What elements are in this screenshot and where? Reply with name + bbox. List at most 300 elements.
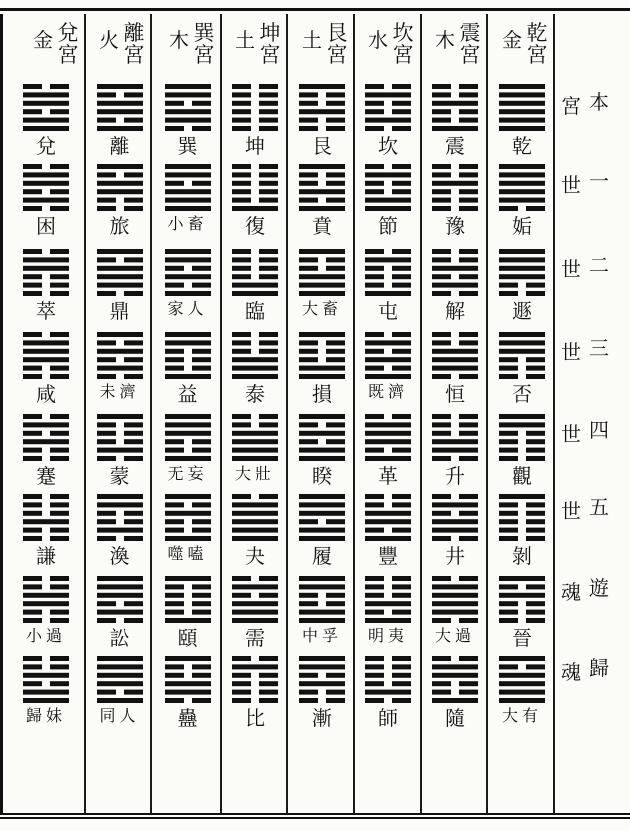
yin-line	[165, 528, 184, 533]
yin-line	[50, 431, 69, 436]
yang-line	[299, 206, 345, 211]
yang-line	[97, 249, 143, 254]
hexagram-name: 益	[177, 382, 198, 406]
yin-line	[392, 414, 411, 419]
yin-line	[165, 584, 184, 589]
yang-line	[232, 291, 278, 296]
yin-line	[165, 610, 184, 615]
yin-line	[124, 690, 143, 695]
yin-line	[165, 698, 184, 703]
yin-line	[124, 172, 143, 177]
yang-line	[499, 690, 545, 695]
yin-line	[459, 511, 478, 516]
yang-line	[232, 664, 278, 669]
yin-line	[232, 681, 251, 686]
yin-line	[392, 576, 411, 581]
yang-line	[299, 494, 345, 499]
yin-line	[392, 181, 411, 186]
yin-line	[326, 519, 345, 524]
yin-line	[23, 249, 42, 254]
yin-line	[365, 698, 384, 703]
hexagram-比	[232, 654, 278, 704]
yang-line	[499, 164, 545, 169]
yin-line	[459, 189, 478, 194]
yin-line	[232, 422, 251, 427]
yang-line	[165, 291, 211, 296]
hexagram-name: 明夷	[368, 626, 409, 645]
yang-line	[97, 584, 143, 589]
yin-line	[50, 610, 69, 615]
yang-line	[432, 593, 478, 598]
yin-line	[259, 109, 278, 114]
yang-line	[365, 172, 411, 177]
hexagram-name: 噬嗑	[167, 544, 208, 563]
column-divider	[150, 14, 152, 814]
yin-line	[232, 576, 251, 581]
yang-line	[165, 494, 211, 499]
yin-line	[432, 494, 451, 499]
yin-line	[459, 198, 478, 203]
hexagram-升	[432, 412, 478, 462]
yang-line	[365, 456, 411, 461]
hexagram-歸妹	[23, 654, 69, 704]
yin-line	[365, 283, 384, 288]
yin-line	[392, 189, 411, 194]
yin-line	[526, 439, 545, 444]
yin-line	[499, 618, 518, 623]
yin-line	[392, 109, 411, 114]
yang-line	[432, 101, 478, 106]
yin-line	[432, 198, 451, 203]
yin-line	[165, 357, 184, 362]
yang-line	[232, 601, 278, 606]
yin-line	[365, 126, 384, 131]
yin-line	[432, 681, 451, 686]
hexagram-萃	[23, 247, 69, 297]
stage-label-char: 世	[561, 499, 581, 523]
yin-line	[459, 536, 478, 541]
yang-line	[299, 656, 345, 661]
hexagram-name: 剝	[512, 544, 532, 568]
yang-line	[299, 456, 345, 461]
yin-line	[124, 198, 143, 203]
left-border	[0, 14, 3, 814]
yin-line	[50, 576, 69, 581]
hexagram-name: 巽	[177, 134, 198, 158]
yang-line	[299, 332, 345, 337]
yang-line	[499, 274, 545, 279]
yin-line	[326, 181, 345, 186]
yin-line	[459, 206, 478, 211]
yin-line	[232, 84, 251, 89]
yin-line	[50, 681, 69, 686]
yin-line	[23, 283, 42, 288]
hexagram-name: 恒	[445, 382, 465, 406]
yang-line	[365, 601, 411, 606]
yin-line	[365, 266, 384, 271]
yin-line	[365, 502, 384, 507]
palace-column	[287, 16, 353, 812]
yin-line	[259, 332, 278, 337]
stage-label-char: 本	[589, 90, 609, 114]
yin-line	[326, 357, 345, 362]
yin-line	[124, 511, 143, 516]
yang-line	[432, 584, 478, 589]
yin-line	[299, 593, 318, 598]
yin-line	[326, 673, 345, 678]
stage-label-char: 魂	[561, 660, 581, 684]
yin-line	[499, 206, 518, 211]
hexagram-師	[365, 654, 411, 704]
yin-line	[432, 576, 451, 581]
yin-line	[259, 494, 278, 499]
yin-line	[392, 349, 411, 354]
yin-line	[526, 664, 545, 669]
yang-line	[23, 519, 69, 524]
yin-line	[192, 181, 211, 186]
hexagram-大有	[499, 654, 545, 704]
hexagram-益	[165, 330, 211, 380]
yin-line	[432, 422, 451, 427]
yin-line	[232, 92, 251, 97]
yin-line	[526, 431, 545, 436]
yang-line	[432, 673, 478, 678]
yang-line	[165, 414, 211, 419]
yang-line	[232, 357, 278, 362]
yang-line	[97, 126, 143, 131]
hexagram-name: 渙	[109, 544, 130, 568]
yin-line	[499, 610, 518, 615]
hexagram-謙	[23, 492, 69, 542]
hexagram-鼎	[97, 247, 143, 297]
hexagram-name: 離	[109, 134, 130, 158]
yin-line	[124, 374, 143, 379]
yin-line	[97, 340, 116, 345]
yang-line	[97, 528, 143, 533]
hexagram-巽	[165, 82, 211, 132]
hexagram-節	[365, 162, 411, 212]
yang-line	[165, 690, 211, 695]
yin-line	[526, 618, 545, 623]
yin-line	[23, 656, 42, 661]
hexagram-name: 革	[378, 464, 398, 488]
yang-line	[165, 340, 211, 345]
yin-line	[499, 283, 518, 288]
yin-line	[432, 618, 451, 623]
yin-line	[23, 681, 42, 686]
yin-line	[365, 593, 384, 598]
yin-line	[165, 519, 184, 524]
yin-line	[499, 536, 518, 541]
yin-line	[365, 249, 384, 254]
yin-line	[192, 283, 211, 288]
yin-line	[459, 456, 478, 461]
yin-line	[259, 340, 278, 345]
column-divider	[486, 14, 488, 814]
yin-line	[526, 536, 545, 541]
yin-line	[299, 257, 318, 262]
hexagram-name: 萃	[36, 299, 56, 323]
yin-line	[365, 584, 384, 589]
stage-label-char: 遊	[589, 576, 609, 600]
yin-line	[232, 349, 251, 354]
hexagram-name: 同人	[99, 706, 140, 725]
yin-line	[259, 690, 278, 695]
stage-label-char: 魂	[561, 580, 581, 604]
yin-line	[23, 431, 42, 436]
yang-line	[232, 431, 278, 436]
yang-line	[365, 439, 411, 444]
hexagram-明夷	[365, 574, 411, 624]
yin-line	[50, 109, 69, 114]
yin-line	[526, 584, 545, 589]
bottom-border	[0, 813, 630, 819]
yin-line	[259, 274, 278, 279]
yin-line	[392, 593, 411, 598]
yang-line	[499, 109, 545, 114]
yin-line	[392, 698, 411, 703]
yin-line	[392, 332, 411, 337]
yin-line	[326, 92, 345, 97]
yang-line	[499, 422, 545, 427]
yin-line	[23, 610, 42, 615]
hexagram-噬嗑	[165, 492, 211, 542]
yang-line	[97, 283, 143, 288]
hexagram-坎	[365, 82, 411, 132]
palace-element: 土	[302, 28, 322, 52]
yang-line	[365, 511, 411, 516]
yang-line	[23, 439, 69, 444]
palace-name: 坎 宮	[392, 21, 414, 67]
yang-line	[499, 101, 545, 106]
yang-line	[97, 181, 143, 186]
yin-line	[326, 601, 345, 606]
yin-line	[124, 291, 143, 296]
yin-line	[23, 291, 42, 296]
yin-line	[365, 101, 384, 106]
yang-line	[97, 681, 143, 686]
hexagram-name: 小畜	[167, 214, 208, 233]
yin-line	[299, 698, 318, 703]
hexagram-大過	[432, 574, 478, 624]
hexagram-賁	[299, 162, 345, 212]
yin-line	[432, 118, 451, 123]
yin-line	[432, 332, 451, 337]
yin-line	[365, 664, 384, 669]
yin-line	[432, 274, 451, 279]
yang-line	[299, 618, 345, 623]
yang-line	[499, 126, 545, 131]
yang-line	[365, 519, 411, 524]
hexagram-遯	[499, 247, 545, 297]
hexagram-name: 乾	[512, 134, 532, 158]
yang-line	[165, 374, 211, 379]
yin-line	[392, 448, 411, 453]
yin-line	[232, 690, 251, 695]
yin-line	[299, 118, 318, 123]
hexagram-損	[299, 330, 345, 380]
yin-line	[326, 101, 345, 106]
yin-line	[459, 109, 478, 114]
hexagram-name: 旅	[109, 214, 130, 238]
yang-line	[165, 206, 211, 211]
yin-line	[232, 494, 251, 499]
yin-line	[232, 656, 251, 661]
hexagram-name: 晉	[512, 626, 532, 650]
stage-label-char: 四	[589, 418, 609, 442]
yang-line	[165, 274, 211, 279]
yin-line	[459, 332, 478, 337]
yang-line	[165, 189, 211, 194]
yin-line	[232, 274, 251, 279]
yang-line	[97, 266, 143, 271]
yin-line	[365, 84, 384, 89]
hexagram-name: 漸	[312, 706, 332, 730]
yang-line	[365, 92, 411, 97]
yang-line	[23, 172, 69, 177]
yin-line	[124, 118, 143, 123]
yin-line	[299, 673, 318, 678]
yin-line	[392, 101, 411, 106]
yin-line	[259, 576, 278, 581]
hexagram-name: 豫	[445, 214, 465, 238]
yin-line	[259, 656, 278, 661]
yang-line	[432, 349, 478, 354]
hexagram-泰	[232, 330, 278, 380]
yin-line	[192, 357, 211, 362]
hexagram-否	[499, 330, 545, 380]
yang-line	[499, 172, 545, 177]
yin-line	[165, 181, 184, 186]
yang-line	[97, 109, 143, 114]
yang-line	[299, 291, 345, 296]
hexagram-name: 解	[445, 299, 465, 323]
hexagram-履	[299, 492, 345, 542]
yin-line	[459, 690, 478, 695]
yang-line	[299, 502, 345, 507]
hexagram-name: 賁	[312, 214, 332, 238]
palace-name: 兌 宮	[57, 21, 79, 67]
yang-line	[165, 92, 211, 97]
yang-line	[499, 189, 545, 194]
yin-line	[326, 439, 345, 444]
yin-line	[23, 584, 42, 589]
yin-line	[97, 291, 116, 296]
yin-line	[259, 164, 278, 169]
yin-line	[165, 439, 184, 444]
yang-line	[299, 84, 345, 89]
yang-line	[499, 414, 545, 419]
yin-line	[299, 349, 318, 354]
stage-label-char: 一	[589, 169, 609, 193]
palace-name: 巽 宮	[193, 21, 215, 67]
yin-line	[392, 494, 411, 499]
palace-column	[353, 16, 419, 812]
yin-line	[23, 414, 42, 419]
hexagram-name: 大畜	[302, 299, 343, 318]
hexagram-蹇	[23, 412, 69, 462]
palace-name: 艮 宮	[326, 21, 348, 67]
yang-line	[23, 266, 69, 271]
stage-label-char: 五	[589, 495, 609, 519]
yin-line	[526, 456, 545, 461]
yin-line	[459, 576, 478, 581]
stage-label-char: 歸	[589, 656, 609, 680]
palace-column	[4, 16, 84, 812]
yin-line	[232, 593, 251, 598]
yang-line	[432, 664, 478, 669]
yin-line	[232, 249, 251, 254]
yin-line	[526, 511, 545, 516]
yin-line	[50, 502, 69, 507]
yin-line	[23, 84, 42, 89]
yang-line	[232, 511, 278, 516]
yang-line	[499, 118, 545, 123]
yang-line	[432, 283, 478, 288]
hexagram-夬	[232, 492, 278, 542]
hexagram-name: 訟	[109, 626, 130, 650]
yin-line	[192, 101, 211, 106]
yin-line	[23, 502, 42, 507]
yin-line	[299, 601, 318, 606]
stage-label-char: 世	[561, 257, 581, 281]
yang-line	[23, 349, 69, 354]
yang-line	[299, 681, 345, 686]
yang-line	[299, 610, 345, 615]
yin-line	[192, 349, 211, 354]
yang-line	[97, 502, 143, 507]
yang-line	[165, 198, 211, 203]
yin-line	[124, 257, 143, 262]
hexagram-晉	[499, 574, 545, 624]
yin-line	[124, 439, 143, 444]
yin-line	[326, 118, 345, 123]
yin-line	[326, 266, 345, 271]
yang-line	[165, 172, 211, 177]
yin-line	[392, 584, 411, 589]
yin-line	[232, 698, 251, 703]
yin-line	[365, 414, 384, 419]
palace-element: 水	[368, 28, 388, 52]
yin-line	[97, 511, 116, 516]
yin-line	[50, 584, 69, 589]
yin-line	[124, 340, 143, 345]
yin-line	[23, 206, 42, 211]
yin-line	[23, 189, 42, 194]
hexagram-name: 兌	[36, 134, 56, 158]
yang-line	[432, 610, 478, 615]
yang-line	[23, 92, 69, 97]
hexagram-name: 隨	[445, 706, 465, 730]
yin-line	[299, 690, 318, 695]
yin-line	[232, 172, 251, 177]
top-border	[0, 8, 630, 11]
yang-line	[232, 618, 278, 623]
yin-line	[97, 374, 116, 379]
hexagram-旅	[97, 162, 143, 212]
yang-line	[499, 332, 545, 337]
yin-line	[124, 456, 143, 461]
yin-line	[97, 206, 116, 211]
yin-line	[392, 126, 411, 131]
yin-line	[124, 431, 143, 436]
yang-line	[97, 274, 143, 279]
yin-line	[124, 618, 143, 623]
yang-line	[499, 494, 545, 499]
yin-line	[23, 109, 42, 114]
yin-line	[459, 431, 478, 436]
hexagram-坤	[232, 82, 278, 132]
